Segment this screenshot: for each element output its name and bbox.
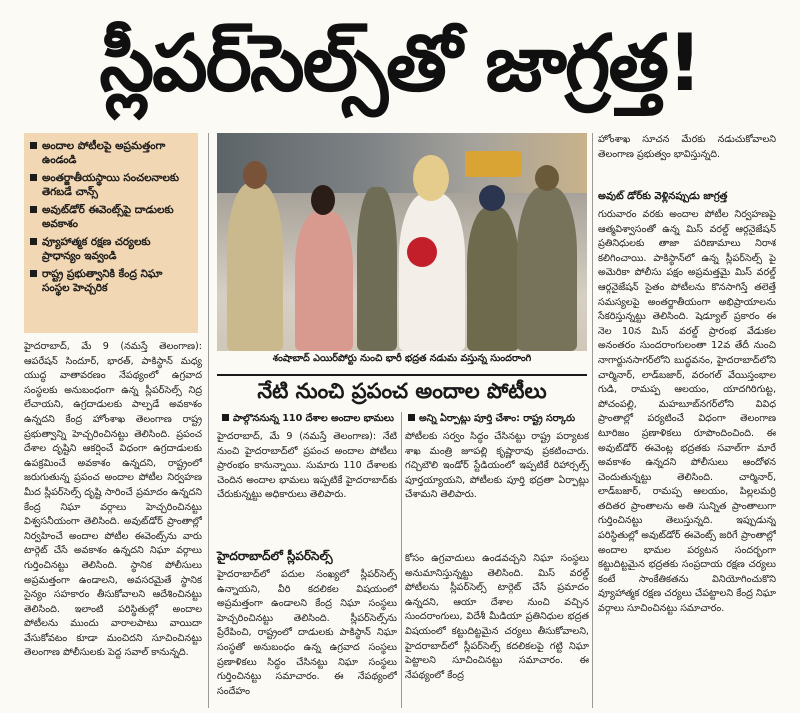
highlights-box: [24, 133, 198, 333]
news-photo: [217, 133, 587, 351]
right-column-text: గురువారం వరకు అందాల పోటీల నిర్వహణపై ఆత్మవిశ్వాసంతో ఉన్న మిస్ వరల్డ్ ఆర్గనైజేషన్ ప్రతినిధులకు తాజా పరిణామాలు నిరాశ కలిగించాయి. పాకిస్థాన్‌లో ఉన్న స్లీపర్‌సెల్స్ పై అమెరికా పోలీసు పక్షం అప్రమత్తమై మిస్ వరల్డ్ ఆర్గనైజేషన్ సైతం పోటీలను కొనసాగిస్తే తలెత్తే సమస్యలపై అంతర్జాతీయంగా అభిప్రాయాలను సేకరిస్తున్నట్టు తెలిసింది. షెడ్యూల్ ప్రకారం ఈ నెల 10న మిస్ వరల్డ్ ప్రారంభ వేడుకల అనంతరం సుందరాంగులంతా 12వ తేదీ నుంచి నాగార్జునసాగర్‌లోని బుద్ధవనం, హైదరాబాద్‌లోని చార్మినార్, లాడ్‌బజార్, వరంగల్ వేయిస్తంభాల గుడి, రామప్ప ఆలయం, యాదగిరిగుట్ట, పోచంపల్లి, మహబూబ్‌నగర్‌లోని వివిధ ప్రాంతాల్లో పర్యటించే విధంగా తెలంగాణ టూరిజం ప్రణాళికలు రూపొందించింది. ఈ అవుట్‌డోర్ ఈవెంట్ల భద్రతకు సవాల్‌గా మారే అవకాశం ఉన్నదని పోలీసులు ఆందోళన చెందుతున్నట్టు తెలిసింది. చార్మినార్, లాడ్‌బజార్, రామప్ప ఆలయం, పిల్లలమర్రి తదితర ప్రాంతాలను అతి సున్నిత ప్రాంతాలుగా గుర్తించినట్టు తెలుస్తున్నది. ఇప్పుడున్న పరిస్థితుల్లో అవుట్‌డోర్ ఈవెంట్స్ జరిగే ప్రాంతాల్లో అందాల భామల పర్యటన సందర్భంగా కట్టుదిట్టమైన భద్రతకు సంప్రదాయ రక్షణ చర్యలు కంటే సాంకేతికతను వినియోగించుకొని వ్యూహాత్మక రక్షణ చర్యలు చేపట్టాలని కేంద్ర నిఘా వర్గాలు సూచించినట్టు సమాచారం.: [598, 209, 776, 615]
column-divider: [208, 133, 209, 708]
bottom-column-b: కోసం ఉగ్రవాదులు ఉండవచ్చని నిఘా సంస్థలు అనుమానిస్తున్నట్టు తెలిసింది. మిస్ వరల్డ్ పోటీలను స్లీపర్‌సెల్స్ టార్గెట్ చేసే ప్రమాదం ఉన్నదని, ఆయా దేశాల నుంచి వచ్చిన సుందరాంగులు, విదేశీ మీడియా ప్రతినిధుల భద్రత విషయంలో కట్టుదిట్టమైన చర్యలు తీసుకోవాలని, హైదరాబాద్‌లో స్లీపర్‌సెల్స్ కదలికలపై గట్టి నిఘా పెట్టాలని సూచించినట్టు సమాచారం. ఈ నేపథ్యంలో కేంద్ర: [405, 553, 589, 681]
mid-right-text: పోటీలకు సర్వం సిద్ధం చేసినట్టు రాష్ట్ర పర్యాటక శాఖ మంత్రి జూపల్లి కృష్ణారావు ప్రకటించారు. గచ్చిబౌలి ఇండోర్ స్టేడియంలో ఇప్పటికే రిహార్సల్స్ పూర్తయ్యాయని, పోటీలకు పూర్తి భద్రతా ఏర్పాట్లు చేశామని తెలిపారు.: [405, 431, 589, 501]
sub-heading-right: అన్ని ఏర్పాట్లు పూర్తి చేశాం: రాష్ట్ర సర్కారు: [408, 412, 588, 426]
photo-caption: శంషాబాద్ ఎయిర్‌పోర్టు నుంచి భారీ భద్రత నడుమ వస్తున్న సుందరాంగి: [217, 351, 587, 367]
column-divider: [592, 133, 593, 708]
column-divider: [401, 412, 402, 708]
highlight-item: అందాల పోటీలపై అప్రమత్తంగా ఉండండి: [30, 139, 192, 167]
subheadline: నేటి నుంచి ప్రపంచ అందాల పోటీలు: [217, 374, 587, 412]
headline: స్లీపర్‌సెల్స్‌తో జాగ్రత్త!: [99, 19, 701, 109]
right-column-top: హోంశాఖ సూచన మేరకు నడుచుకోవాలని తెలంగాణ ప్రభుత్వం భావిస్తున్నది.: [598, 134, 776, 160]
section-heading: హైదరాబాద్‌లో స్లీపర్‌సెల్స్: [217, 549, 333, 563]
sub-heading-left: పాల్గొననున్న 110 దేశాల అందాల భామలు: [222, 412, 402, 426]
mid-left-text: హైదరాబాద్, మే 9 (నమస్తే తెలంగాణ): నేటి నుంచి హైదరాబాద్‌లో ప్రపంచ అందాల పోటీలు ప్రారంభం కానున్నాయి. సుమారు 110 దేశాలకు చెందిన అందాల భామలు ఇప్పటికే హైదరాబాద్‌కు చేరుకున్నట్టు అధికారులు తెలిపారు.: [217, 431, 397, 501]
left-column-text: హైదరాబాద్, మే 9 (నమస్తే తెలంగాణ): ఆపరేషన్ సిందూర్, భారత్, పాకిస్థాన్ మధ్య యుద్ధ వాతావరణం నేపథ్యంలో ఉగ్రవాద సంస్థలకు అనుబంధంగా ఉన్న స్లీపర్‌సెల్స్ నిద్ర లేచాయని, ఉగ్రదాడులకు పాల్పడే అవకాశం ఉన్నదని కేంద్ర హోంశాఖ తెలంగాణ రాష్ట్ర ప్రభుత్వాన్ని హెచ్చరించినట్టు తెలిసింది. ప్రపంచ దేశాల దృష్టిని ఆకర్షించే విధంగా ఉగ్రదాడులకు ఉపక్రమించే అవకాశం ఉన్నదని, రాష్ట్రంలో జరుగుతున్న ప్రపంచ అందాల పోటీల నిర్వహణ మీద స్లీపర్‌సెల్స్ దృష్టి సారించే ప్రమాదం ఉన్నదని కేంద్ర నిఘా వర్గాలు హెచ్చరించినట్టు విశ్వసనీయంగా తెలిసింది. అవుట్‌డోర్ ప్రాంతాల్లో నిర్వహించే అందాల పోటీల ఈవెంట్స్‌ను వారు టార్గెట్ చేసే అవకాశం ఉన్నదని నిఘా వర్గాలు గుర్తించినట్టు తెలిసింది. స్థానిక పోలీసులు అప్రమత్తంగా ఉండాలని, అవసరమైతే స్థానిక సైన్యం సహకారం తీసుకోవాలని ఆదేశించినట్టు తెలిసింది. ఇలాంటి పరిస్థితుల్లో అందాల పోటీలను ముందు వారాలపాటు వాయిదా వేసుకోవటం కూడా మంచిదని సూచించినట్టు తెలంగాణ పోలీసులకు పెద్ద సవాల్ కానున్నది.: [24, 341, 202, 659]
highlight-item: వ్యూహాత్మక రక్షణ చర్యలకు ప్రాధాన్యం ఇవ్వండి: [30, 235, 192, 263]
bottom-column-a: హైదరాబాద్‌లో పదుల సంఖ్యలో స్లీపర్‌సెల్స్ ఉన్నాయని, వీరి కదలికల విషయంలో అప్రమత్తంగా ఉండాలని కేంద్ర నిఘా సంస్థలు హెచ్చరించినట్టు తెలిసింది. స్లీపర్‌సెల్స్‌ను ప్రేరేపించి, రాష్ట్రంలో దాడులకు పాకిస్థాన్ నిఘా సంస్థతో అనుబంధం ఉన్న ఉగ్రవాద సంస్థలు ప్రణాళికలు సిద్ధం చేసినట్టు నిఘా సంస్థలు గుర్తించినట్టు సమాచారం. ఈ నేపథ్యంలో సందేహం: [217, 569, 397, 697]
highlight-item: రాష్ట్ర ప్రభుత్వానికి కేంద్ర నిఘా సంస్థల హెచ్చరిక: [30, 267, 192, 295]
highlight-item: అంతర్జాతీయస్థాయి సంచలనాలకు తెగబడే చాన్స్: [30, 171, 192, 199]
kicker-heading: అవుట్ డోర్‌కు వెళ్లినప్పుడు జాగ్రత్త: [598, 191, 728, 202]
highlight-item: అవుట్‌డోర్ ఈవెంట్స్‌పై దాడులకు అవకాశం: [30, 203, 192, 231]
